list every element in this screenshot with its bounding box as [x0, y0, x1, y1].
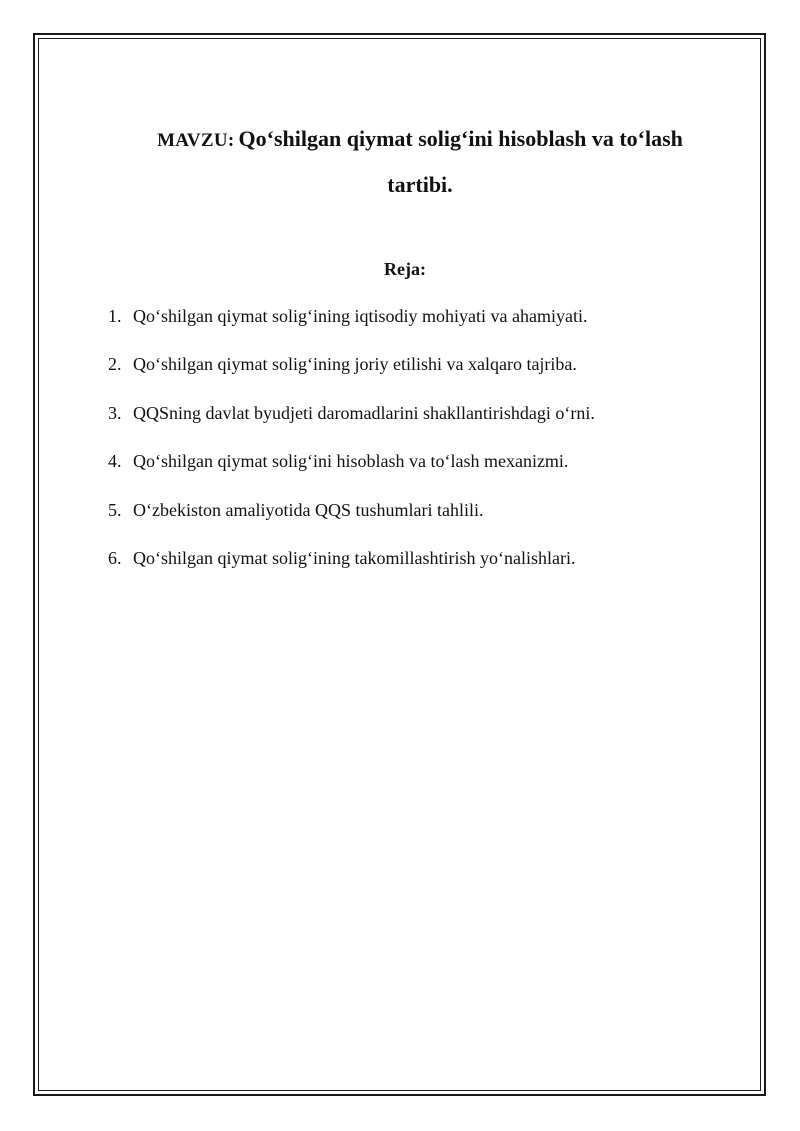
plan-item-number: 5. — [108, 499, 122, 520]
plan-item-text: Qo‘shilgan qiymat solig‘ining joriy etilishi va xalqaro tajriba. — [133, 354, 577, 375]
topic-title-line2: tartibi. — [387, 172, 453, 197]
plan-list — [108, 304, 595, 594]
plan-item-3 — [108, 401, 595, 425]
plan-heading: Reja: — [384, 259, 426, 279]
plan-item-text: Qo‘shilgan qiymat solig‘ini hisoblash va to‘lash mexanizmi. — [133, 451, 569, 472]
plan-item-number: 1. — [108, 306, 122, 326]
plan-item-text: O‘zbekiston amaliyotida QQS tushumlari tahlili. — [133, 499, 484, 520]
plan-item-5 — [108, 498, 595, 522]
plan-item-text: Qo‘shilgan qiymat solig‘ining takomillashtirish yo‘nalishlari. — [133, 547, 576, 568]
plan-item-text: QQSning davlat byudjeti daromadlarini shakllantirishdagi o‘rni. — [133, 402, 595, 423]
plan-item-number: 4. — [108, 451, 122, 472]
topic-title-line1: Qo‘shilgan qiymat solig‘ini hisoblash va to‘lash — [238, 126, 683, 151]
plan-item-2 — [108, 352, 595, 376]
plan-item-number: 3. — [108, 402, 122, 423]
topic-label: MAVZU: — [157, 130, 235, 151]
plan-item-number: 2. — [108, 354, 122, 375]
plan-item-1 — [108, 304, 595, 328]
topic-title — [0, 126, 800, 152]
plan-item-4 — [108, 449, 595, 473]
plan-item-6 — [108, 546, 595, 570]
plan-item-number: 6. — [108, 547, 122, 568]
plan-item-text: Qo‘shilgan qiymat solig‘ining iqtisodiy mohiyati va ahamiyati. — [133, 306, 588, 326]
